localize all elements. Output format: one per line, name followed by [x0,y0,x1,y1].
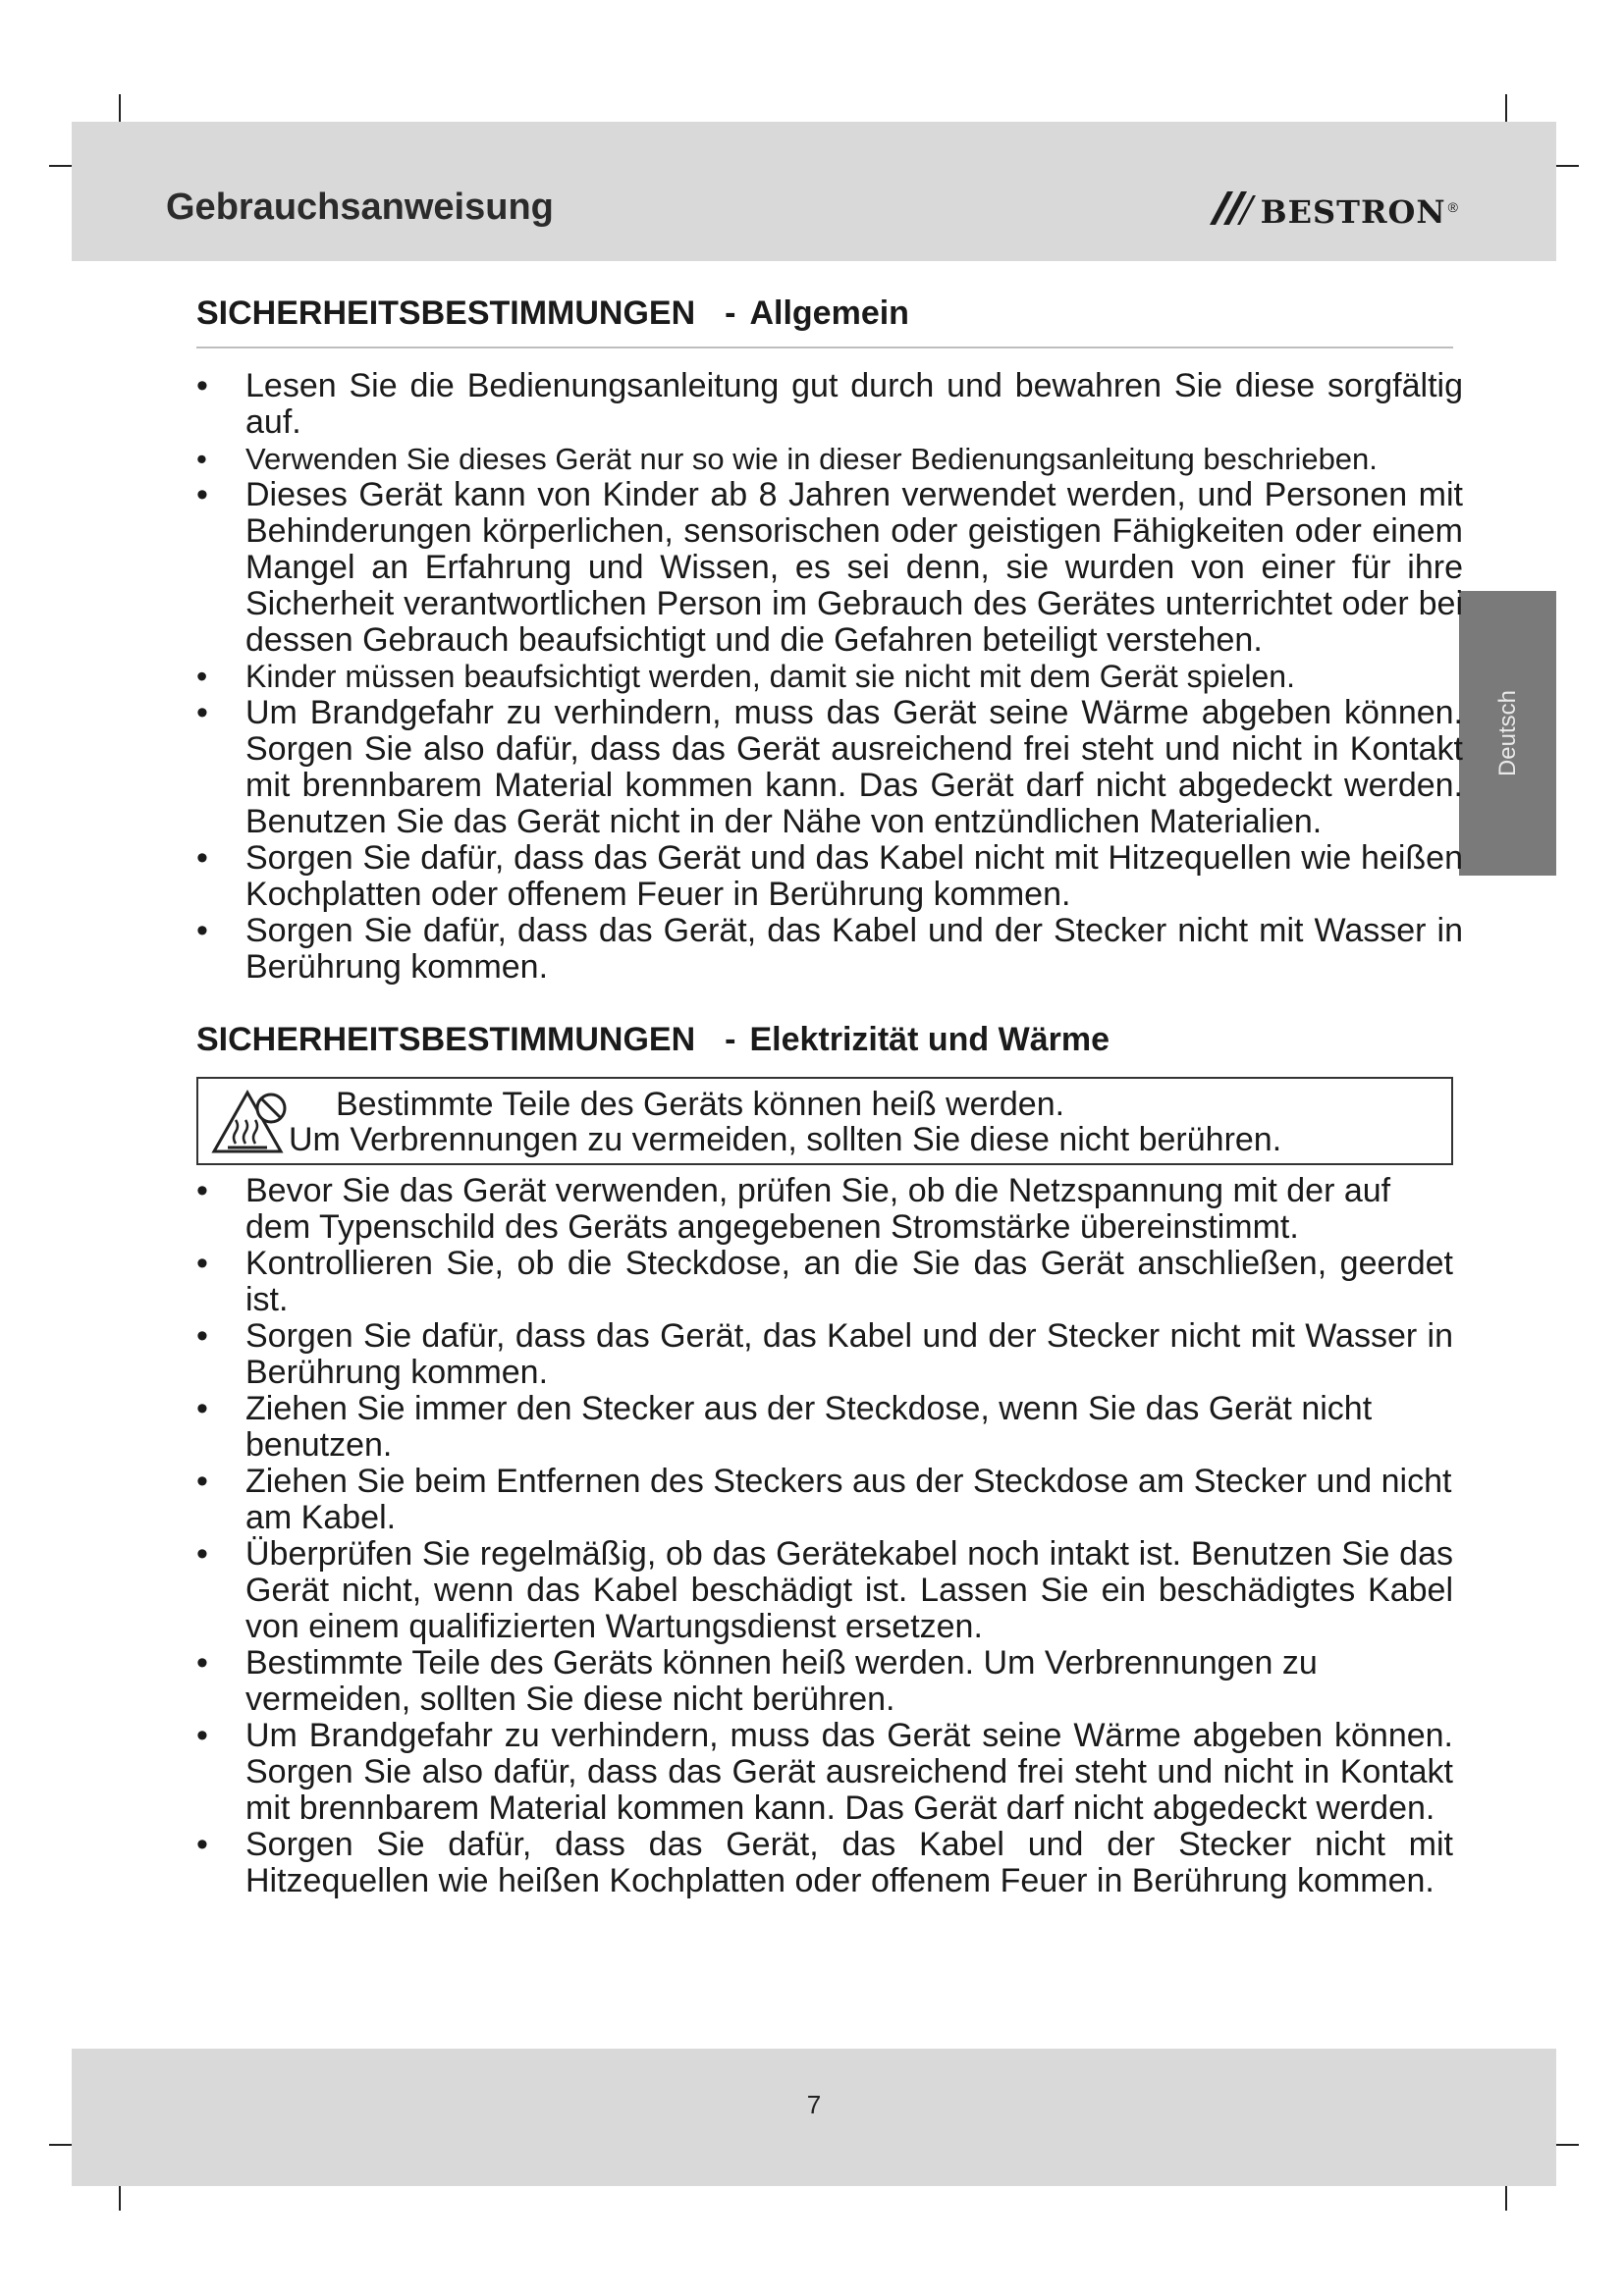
list-item: • Sorgen Sie dafür, dass das Gerät, das Kabel und der Stecker nicht mit Wasser in Berührung kommen. [196,1318,1453,1391]
section-title: SICHERHEITSBESTIMMUNGEN [196,1021,696,1058]
brand-logo [1208,181,1458,234]
hot-surface-warning-icon [208,1087,291,1157]
section-general [196,294,1502,986]
safety-list [196,368,1502,986]
list-item: • Ziehen Sie immer den Stecker aus der Steckdose, wenn Sie das Gerät nicht benutzen. [196,1391,1453,1464]
list-item: • Dieses Gerät kann von Kinder ab 8 Jahren verwendet werden, und Personen mit Behinderungen körperlichen, sensorischen oder geistigen Fähigkeiten oder einem Mangel an Erfahrung und Wissen, es sei denn, sie wurden von einer für ihre Sicherheit verantwortlichen Person im Gebrauch des Gerätes unterrichtet oder bei dessen Gebrauch beaufsichtigt und die Gefahren beteiligt verstehen. [196,477,1463,659]
registered-mark: ® [1447,199,1458,215]
hot-surface-warning [196,1077,1453,1165]
chevron-logo-icon [1208,187,1257,227]
list-item: • Bevor Sie das Gerät verwenden, prüfen Sie, ob die Netzspannung mit der auf dem Typenschild des Geräts angegebenen Stromstärke übereinstimmt. [196,1173,1453,1246]
section-separator: - [725,294,736,332]
list-item: • Kinder müssen beaufsichtigt werden, damit sie nicht mit dem Gerät spielen. [196,659,1463,695]
warning-text-line-1: Bestimmte Teile des Geräts können heiß werden. [336,1086,1065,1123]
section-heading [196,294,1502,333]
page-footer [72,2049,1556,2186]
list-item: • Verwenden Sie dieses Gerät nur so wie in dieser Bedienungsanleitung beschrieben. [196,441,1463,477]
list-item: • Bestimmte Teile des Geräts können heiß werden. Um Verbrennungen zu vermeiden, sollten Sie diese nicht berühren. [196,1645,1453,1718]
list-item: • Sorgen Sie dafür, dass das Gerät und das Kabel nicht mit Hitzequellen wie heißen Kochplatten oder offenem Feuer in Berührung kommen. [196,840,1463,913]
language-tab-label: Deutsch [1493,689,1521,777]
main-content [196,294,1502,1899]
section-heading [196,1021,1502,1059]
list-item: • Überprüfen Sie regelmäßig, ob das Gerätekabel noch intakt ist. Benutzen Sie das Gerät nicht, wenn das Kabel beschädigt ist. Lassen Sie ein beschädigtes Kabel von einem qualifizierten Wartungsdienst ersetzen. [196,1536,1453,1645]
list-item: • Um Brandgefahr zu verhindern, muss das Gerät seine Wärme abgeben können. Sorgen Sie also dafür, dass das Gerät ausreichend frei steht und nicht in Kontakt mit brennbarem Material kommen kann. Das Gerät darf nicht abgedeckt werden. Benutzen Sie das Gerät nicht in der Nähe von entzündlichen Materialien. [196,695,1463,840]
section-separator: - [725,1021,736,1058]
section-title: SICHERHEITSBESTIMMUNGEN [196,294,696,332]
list-item: • Kontrollieren Sie, ob die Steckdose, an die Sie das Gerät anschließen, geerdet ist. [196,1246,1453,1318]
list-item: • Ziehen Sie beim Entfernen des Steckers aus der Steckdose am Stecker und nicht am Kabel. [196,1464,1453,1536]
list-item: • Sorgen Sie dafür, dass das Gerät, das Kabel und der Stecker nicht mit Wasser in Berührung kommen. [196,913,1463,986]
list-item: • Sorgen Sie dafür, dass das Gerät, das Kabel und der Stecker nicht mit Hitzequellen wie heißen Kochplatten oder offenem Feuer in Berührung kommen. [196,1827,1453,1899]
section-subtitle: Elektrizität und Wärme [749,1021,1110,1058]
section-subtitle: Allgemein [749,294,909,332]
page-header [72,122,1556,261]
list-item: • Lesen Sie die Bedienungsanleitung gut durch und bewahren Sie diese sorgfältig auf. [196,368,1463,441]
safety-list [196,1173,1502,1899]
list-item: • Um Brandgefahr zu verhindern, muss das Gerät seine Wärme abgeben können. Sorgen Sie also dafür, dass das Gerät ausreichend frei steht und nicht in Kontakt mit brennbarem Material kommen kann. Das Gerät darf nicht abgedeckt werden. [196,1718,1453,1827]
page-number: 7 [806,2090,822,2119]
warning-text-line-2: Um Verbrennungen zu vermeiden, sollten Sie diese nicht berühren. [289,1121,1282,1158]
section-divider [196,347,1453,348]
logo-wordmark: bestron [1260,181,1446,234]
page-title: Gebrauchsanweisung [166,187,554,228]
section-electricity-heat [196,1021,1502,1899]
